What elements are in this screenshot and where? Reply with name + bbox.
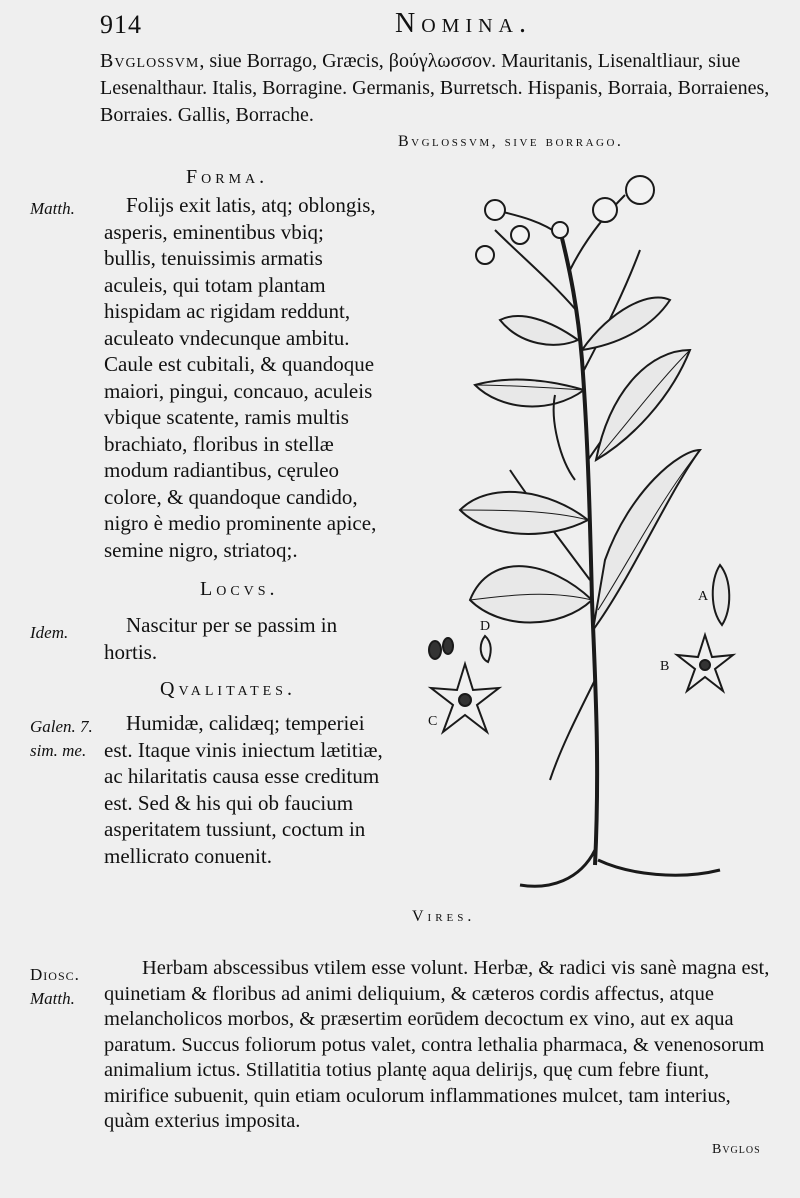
vires-text: Herbam abscessibus vtilem esse volunt. Herbæ, & radici vis sanè magna est, quinetiam & floribus ad animi deliquium, & cæteros cordis affectus, atque melancholicos morbos, & præsertim eorūdem decoctum ex vino, aut ex aqua paratum. Succus foliorum potus valet, contra lethalia pharmaca, & venenosorum animalium ictus. Stillatitia totius plantę aqua delirijs, quę cum febre fiunt, mirifice subuenit, quin etiam oculorum inflammationes mulcet, tam interius, quàm exterius imposita. (104, 957, 770, 1132)
vires-text-block (104, 956, 772, 1135)
qualitates-text-block (104, 710, 384, 869)
qualitates-text: Humidæ, calidæq; temperiei est. Itaque vinis iniectum lætitiæ, ac hilaritatis causa esse creditum est. Sed & his qui ob faucium asperitatem tussiunt, coctum in mellicrato conuenit. (104, 711, 383, 868)
forma-text-block (104, 192, 380, 563)
locus-text-block (104, 612, 380, 665)
figure-caption: Bvglossvm, sive borrago. (398, 133, 624, 150)
vires-heading: Vires. (412, 908, 476, 925)
forma-heading: Forma. (186, 166, 269, 188)
locus-heading: Locvs. (200, 578, 279, 600)
qualitates-heading: Qvalitates. (160, 678, 296, 700)
locus-margin-note: Idem. (30, 623, 69, 642)
figure-label-d: D (480, 619, 491, 634)
forma-margin-note: Matth. (30, 199, 75, 218)
qualitates-margin-note-2: sim. me. (30, 741, 87, 760)
figure-label-a: A (698, 589, 709, 604)
figure-label-c: C (428, 714, 438, 729)
locus-text: Nascitur per se passim in hortis. (104, 613, 338, 664)
running-head: Nomina. (395, 8, 532, 39)
names-paragraph (100, 48, 770, 129)
qualitates-margin-note-1: Galen. 7. (30, 717, 93, 736)
names-text: , siue Borrago, Græcis, βούγλωσσον. Mauritanis, Lisenaltliaur, siue Lesenalthaur. Italis, Borragine. Germanis, Burretsch. Hispanis, Borraia, Borraienes, Borraies. Gallis, Borrache. (100, 50, 770, 126)
figure-label-b: B (660, 659, 670, 674)
vires-margin-note-2: Matth. (30, 989, 75, 1008)
page-number: 914 (100, 10, 142, 39)
borage-woodcut-illustration (400, 160, 800, 900)
names-lead: Bvglossvm (100, 50, 200, 72)
catchword: Bvglos (712, 1142, 761, 1157)
vires-margin-note-1: Diosc. (30, 965, 80, 984)
forma-text: Folijs exit latis, atq; oblongis, asperis, eminentibus vbiq; bullis, tenuissimis armatis aculeis, qui totam plantam hispidam ac rigidam reddunt, aculeato vndecunque ambitu. Caule est cubitali, & quandoque maiori, pingui, concauo, aculeis vbique scatente, ramis multis brachiato, floribus in stellæ modum radiantibus, cęruleo colore, & quandoque candido, nigro è medio prominente apice, semine nigro, striatoq;. (104, 193, 377, 562)
